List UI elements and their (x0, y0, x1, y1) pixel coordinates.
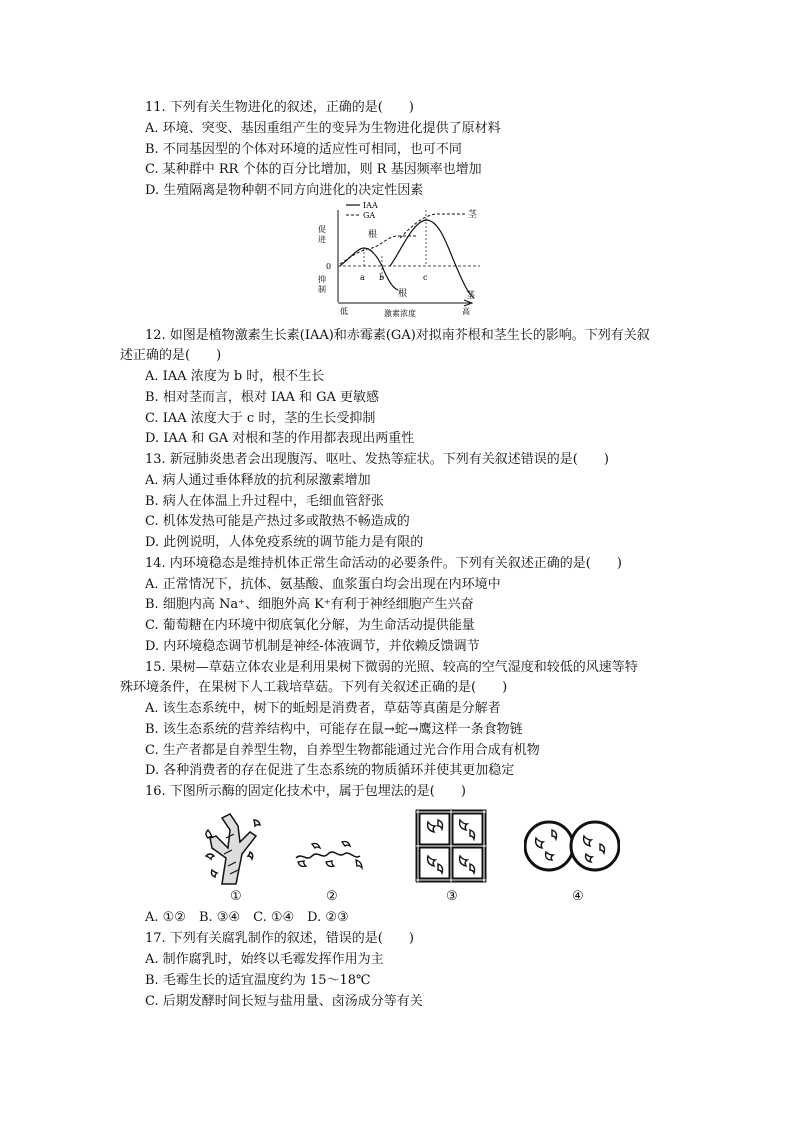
q11-option-a: A. 环境、突变、基因重组产生的变异为生物进化提供了原材料 (145, 121, 501, 136)
q14-option-a: A. 正常情况下，抗体、氨基酸、血浆蛋白均会出现在内环境中 (145, 577, 501, 592)
y-promote-char2: 进 (318, 235, 326, 244)
x-high-label: 高 (462, 307, 470, 316)
q17-option-c: C. 后期发酵时间长短与盐用量、卤汤成分等有关 (145, 994, 423, 1009)
label-root-bottom: 根 (398, 289, 408, 299)
marker-c-label: c (423, 273, 428, 282)
q12-option-d: D. IAA 和 GA 对根和茎的作用都表现出两重性 (145, 431, 415, 446)
iaa-stem-curve (390, 220, 474, 298)
figure-label-1: ① (230, 889, 242, 904)
hormone-effect-figure (300, 198, 500, 318)
q14-stem: 14. 内环境稳态是维持机体正常生命活动的必要条件。下列有关叙述正确的是( ) (145, 556, 622, 571)
q11-stem: 11. 下列有关生物进化的叙述，正确的是( ) (145, 100, 414, 115)
label-root-top: 根 (368, 230, 378, 240)
q13-stem: 13. 新冠肺炎患者会出现腹泻、呕吐、发热等症状。下列有关叙述错误的是( ) (145, 452, 609, 467)
figure-label-2: ② (326, 889, 338, 904)
q13-option-a: A. 病人通过垂体释放的抗利尿激素增加 (145, 473, 371, 488)
q15-option-b: B. 该生态系统的营养结构中，可能存在鼠→蛇→鹰这样一条食物链 (145, 722, 523, 737)
figure-label-4: ④ (572, 889, 584, 904)
q15-option-c: C. 生产者都是自养型生物，自养型生物都能通过光合作用合成有机物 (145, 743, 540, 758)
q13-option-c: C. 机体发热可能是产热过多或散热不畅造成的 (145, 514, 410, 529)
label-stem-bottom: 茎 (466, 291, 476, 301)
q13-option-d: D. 此例说明，人体免疫系统的调节能力是有限的 (145, 535, 424, 550)
y-promote-char1: 促 (318, 225, 326, 234)
label-stem-top: 茎 (468, 210, 478, 220)
legend-iaa-label: IAA (363, 201, 378, 210)
marker-a-label: a (360, 273, 365, 282)
immobilization-figure-1 (200, 808, 268, 886)
q12-stem-line1: 12. 如图是植物激素生长素(IAA)和赤霉素(GA)对拟南芥根和茎生长的影响。下列有关叙 (145, 328, 650, 343)
immobilization-figure-4 (524, 818, 620, 874)
x-axis-label: 激素浓度 (384, 309, 416, 318)
y-zero-label: 0 (326, 262, 332, 271)
q11-option-c: C. 某种群中 RR 个体的百分比增加，则 R 基因频率也增加 (145, 162, 482, 177)
q12-stem-line2: 述正确的是( ) (120, 348, 222, 363)
y-inhibit-char2: 制 (318, 285, 326, 294)
immobilization-figure-3 (412, 806, 490, 886)
q14-option-d: D. 内环境稳态调节机制是神经-体液调节，并依赖反馈调节 (145, 639, 480, 654)
immobilization-figure-2 (292, 838, 370, 874)
q11-option-b: B. 不同基因型的个体对环境的适应性可相同，也可不同 (145, 142, 462, 157)
q12-option-a: A. IAA 浓度为 b 时，根不生长 (145, 369, 325, 384)
q15-stem-line2: 殊环境条件，在果树下人工栽培草菇。下列有关叙述正确的是( ) (120, 680, 508, 695)
q17-option-b: B. 毛霉生长的适宜温度约为 15～18℃ (145, 973, 371, 988)
q15-option-a: A. 该生态系统中，树下的蚯蚓是消费者，草菇等真菌是分解者 (145, 701, 501, 716)
x-low-label: 低 (340, 307, 348, 316)
q17-option-a: A. 制作腐乳时，始终以毛霉发挥作用为主 (145, 952, 384, 967)
legend-ga-label: GA (363, 211, 376, 220)
q16-options: A. ①② B. ③④ C. ①④ D. ②③ (145, 910, 349, 925)
q12-option-b: B. 相对茎而言，根对 IAA 和 GA 更敏感 (145, 390, 380, 405)
q15-option-d: D. 各种消费者的存在促进了生态系统的物质循环并使其更加稳定 (145, 763, 515, 778)
q13-option-b: B. 病人在体温上升过程中，毛细血管舒张 (145, 494, 384, 509)
q14-option-b: B. 细胞内高 Na⁺、细胞外高 K⁺有利于神经细胞产生兴奋 (145, 597, 474, 612)
figure-label-3: ③ (446, 889, 458, 904)
q15-stem-line1: 15. 果树—草菇立体农业是利用果树下微弱的光照、较高的空气湿度和较低的风速等特 (145, 660, 638, 675)
q12-option-c: C. IAA 浓度大于 c 时，茎的生长受抑制 (145, 411, 376, 426)
y-inhibit-char1: 抑 (318, 275, 326, 284)
q14-option-c: C. 葡萄糖在内环境中彻底氧化分解，为生命活动提供能量 (145, 618, 475, 633)
iaa-root-curve (340, 248, 398, 290)
q17-stem: 17. 下列有关腐乳制作的叙述，错误的是( ) (145, 931, 414, 946)
marker-b-label: b (379, 273, 385, 282)
q16-stem: 16. 下图所示酶的固定化技术中，属于包埋法的是( ) (145, 784, 466, 799)
q11-option-d: D. 生殖隔离是物种朝不同方向进化的决定性因素 (145, 183, 424, 198)
